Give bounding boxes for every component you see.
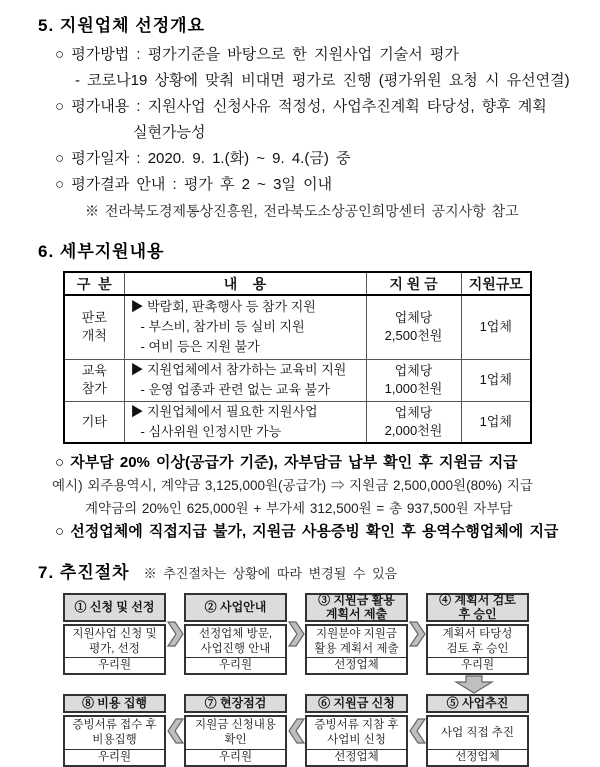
step-body-line: 증빙서류 지참 후 [314,719,399,731]
flow-step-3 [305,593,408,675]
step-body-line: 계획서 타당성 [442,627,513,640]
step-body [65,717,164,750]
step-owner: 우리원 [460,659,495,671]
step-owner: 선정업체 [334,751,379,763]
step-header-line: ⑧ 비용 집행 [81,695,148,710]
flow-bottom-row [63,694,529,767]
step-body [428,626,527,658]
self-pay-note: ○ 자부담 20% 이상(공급가 기준), 자부담금 납부 확인 후 지원금 지급 [55,454,518,471]
step-owner: 선정업체 [334,659,379,671]
eval-date-line: ○ 평가일자 : 2020. 9. 1.(화) ~ 9. 4.(금) 중 [55,150,351,167]
flow-arrow-right-icon [287,593,305,675]
section5-title: 5. 지원업체 선정개요 [38,16,205,35]
step-header [305,694,408,713]
example-line-1: 예시) 외주용역시, 계약금 3,125,000원(공급가) ⇒ 지원금 2,500,000원(80%) 지급 [52,478,533,493]
step-body [65,626,164,658]
step-body-line: 지원사업 신청 및 [72,627,157,640]
step-owner: 선정업체 [455,751,500,763]
row-category [64,359,124,401]
eval-method-line: ○ 평가방법 : 평가기준을 바탕으로 한 지원사업 기술서 평가 [55,46,459,63]
col-header-category: 구 분 [64,272,124,295]
step-header-line: 후 승인 [458,606,497,621]
content-line: ▶ 지원업체에서 참가하는 교육비 지원 [130,362,347,377]
section5-items [0,42,600,224]
flow-step-1 [63,593,166,675]
category-line: 판로 [81,310,107,326]
col-header-content: 내 용 [124,272,366,295]
step-body-line: 비용집행 [92,734,137,746]
step-body-line: 사업 직접 추진 [440,726,515,739]
step-body-line: 지원금 신청내용 [195,719,276,731]
step-header [305,593,408,622]
eval-method-subline: - 코로나19 상황에 맞춰 비대면 평가로 진행 (평가위원 요청 시 유선연결) [75,72,570,89]
step-body-line: 사업진행 안내 [200,642,271,655]
step-header [184,694,287,713]
table-header-row [64,272,531,295]
step-body-line: 사업비 신청 [327,734,386,746]
content-line: ▶ 지원업체에서 필요한 지원사업 [130,403,318,419]
amount-line: 2,000천원 [384,422,443,438]
step-body-line: 검토 후 승인 [446,642,509,655]
step-header-line: ① 신청 및 선정 [74,599,155,614]
row-scale: 1업체 [461,401,531,443]
row-category [64,401,124,443]
example-line-2: 계약금의 20%인 625,000원 + 부가세 312,500원 = 총 937,500원 자부담 [85,501,513,516]
flow-step-6 [305,694,408,767]
eval-result-line: ○ 평가결과 안내 : 평가 후 2 ~ 3일 이내 [55,176,333,193]
section7-title-row [38,558,600,583]
content-line: ▶ 박람회, 판촉행사 등 참가 지원 [130,299,316,315]
flow-step-7 [184,694,287,767]
step-main [184,624,287,675]
category-line: 개척 [81,328,107,344]
eval-content-continuation: 실현가능성 [133,124,206,141]
process-flow-diagram [63,593,529,767]
step-body [307,626,406,658]
step-body-line: 증빙서류 접수 후 [72,719,157,731]
content-line: - 심사위원 인정시만 가능 [140,423,282,439]
step-owner: 우리원 [97,659,132,671]
step-header-line: ⑥ 지원금 신청 [318,695,395,710]
table-row [64,359,531,401]
step-header [426,694,529,713]
eval-content-line: ○ 평가내용 : 지원사업 신청사유 적정성, 사업추진계획 타당성, 향후 계획 [55,98,547,115]
step-main [63,624,166,675]
step-owner: 우리원 [218,751,253,763]
col-header-scale: 지원규모 [461,272,531,295]
step-header-line: 계획서 제출 [325,606,388,621]
row-amount [366,359,461,401]
row-content [124,359,366,401]
step-body [307,717,406,750]
step-main [305,715,408,767]
eval-reference-note: ※ 전라북도경제통상진흥원, 전라북도소상공인희망센터 공지사항 참고 [85,203,519,219]
category-line: 기타 [81,413,107,429]
content-line: - 운영 업종과 관련 없는 교육 불가 [140,382,330,397]
step-main [184,715,287,767]
step-body-line: 평가, 선정 [89,642,140,655]
step-body-line: 확인 [224,734,247,746]
amount-line: 업체당 [394,404,433,420]
step-main [426,715,529,767]
flow-arrow-left-icon [287,694,305,767]
row-scale: 1업체 [461,295,531,359]
category-line: 교육 [81,363,107,378]
flow-connector-row [63,675,529,694]
step-header [63,694,166,713]
step-header [184,593,287,622]
payment-note: ○ 선정업체에 직접지급 불가, 지원금 사용증빙 확인 후 용역수행업체에 지급 [55,523,559,540]
flow-step-5 [426,694,529,767]
amount-line: 2,500천원 [384,328,443,344]
table-row [64,295,531,359]
amount-line: 업체당 [394,363,433,378]
amount-line: 1,000천원 [384,381,443,396]
support-detail-table [63,271,532,444]
flow-arrow-right-icon [408,593,426,675]
step-main [305,624,408,675]
row-amount [366,401,461,443]
step-header-line: ③ 지원금 활용 [318,593,395,607]
flow-arrow-left-icon [166,694,184,767]
section7-title: 7. 추진절차 [38,563,130,582]
step-header-line: ⑦ 현장점검 [204,695,267,710]
table-row [64,401,531,443]
flow-step-4 [426,593,529,675]
step-body-line: 활용 계획서 제출 [314,642,399,655]
section6-notes [0,451,600,543]
flow-step-8 [63,694,166,767]
section6-title: 6. 세부지원내용 [38,242,165,261]
col-header-amount: 지 원 금 [366,272,461,295]
step-main [426,624,529,675]
step-header-line: ② 사업안내 [204,599,267,614]
step-body [186,717,285,750]
flow-arrow-right-icon [166,593,184,675]
flow-step-2 [184,593,287,675]
step-header [426,593,529,622]
step-body [186,626,285,658]
step-body [428,717,527,750]
section7-remark: ※ 추진절차는 상황에 따라 변경될 수 있음 [143,566,398,581]
row-content [124,401,366,443]
flow-top-row [63,593,529,675]
content-line: - 부스비, 참가비 등 실비 지원 [140,319,305,335]
flow-arrow-left-icon [408,694,426,767]
step-main [63,715,166,767]
step-owner: 우리원 [218,659,253,671]
row-category [64,295,124,359]
flow-arrow-down-icon [454,675,494,694]
step-header [63,593,166,622]
step-body-line: 지원분야 지원금 [316,627,397,640]
row-amount [366,295,461,359]
content-line: - 여비 등은 지원 불가 [140,339,260,355]
step-header-line: ④ 계획서 검토 [439,593,516,607]
step-body-line: 선정업체 방문, [198,627,273,640]
row-content [124,295,366,359]
category-line: 참가 [81,381,107,396]
step-owner: 우리원 [97,751,132,763]
amount-line: 업체당 [394,310,433,326]
step-header-line: ⑤ 사업추진 [446,695,509,710]
row-scale: 1업체 [461,359,531,401]
